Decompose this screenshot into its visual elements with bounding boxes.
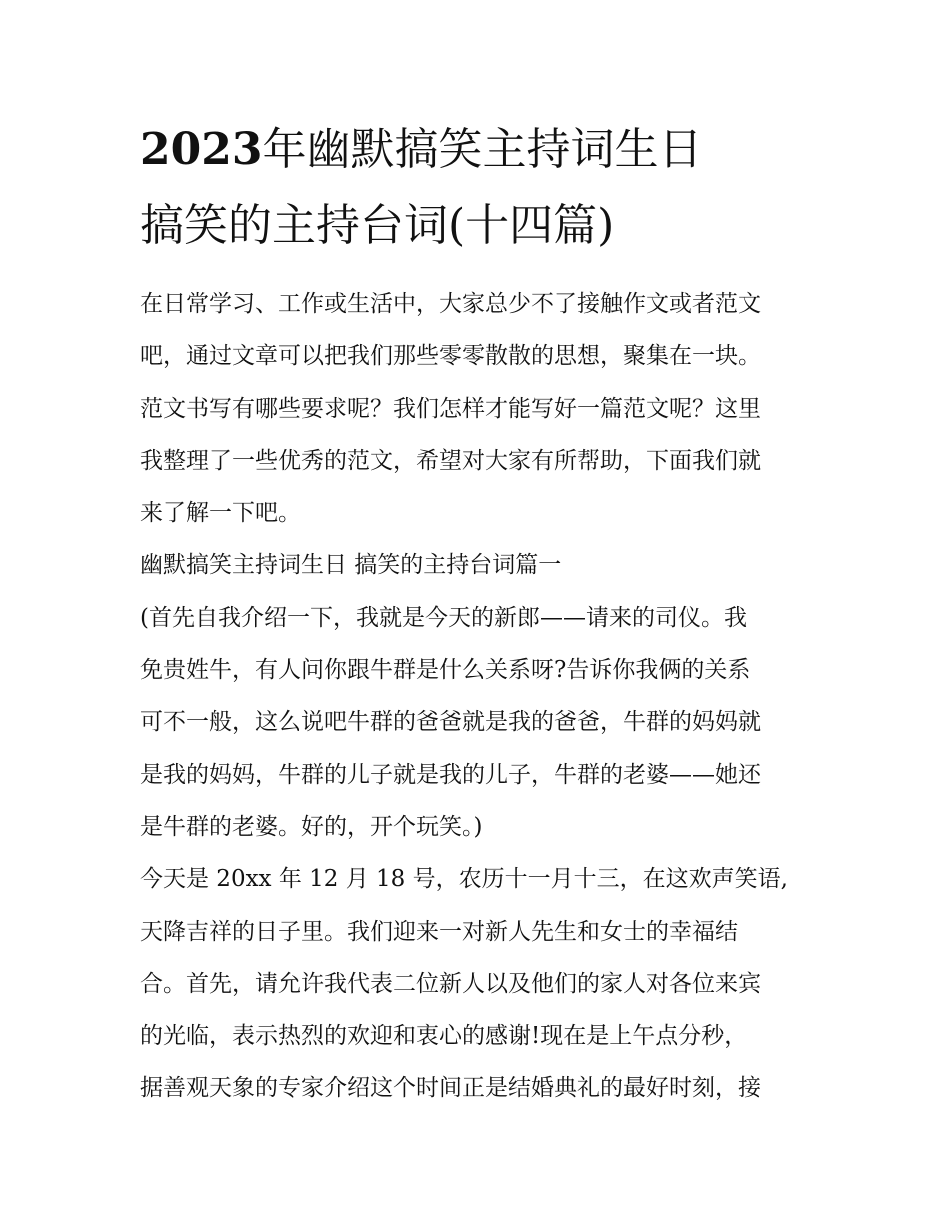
text-line: 来了解一下吧。: [140, 500, 301, 527]
section-heading: 幽默搞笑主持词生日 搞笑的主持台词篇一: [140, 552, 562, 579]
text-line: 是牛群的老婆。好的，开个玩笑。): [140, 813, 483, 840]
text-line: 合。首先，请允许我代表二位新人以及他们的家人对各位来宾: [140, 970, 761, 997]
text-line: 免贵姓牛，有人问你跟牛群是什么关系呀?告诉你我俩的关系: [140, 657, 751, 684]
text-line: 是我的妈妈，牛群的儿子就是我的儿子，牛群的老婆——她还: [140, 761, 761, 788]
text-line: 范文书写有哪些要求呢？我们怎样才能写好一篇范文呢？这里: [140, 395, 761, 422]
text-line: 吧，通过文章可以把我们那些零零散散的思想，聚集在一块。: [140, 343, 761, 370]
title-line-1-text: 年幽默搞笑主持词生日: [262, 124, 703, 175]
document-title: [140, 112, 820, 264]
text-line: (首先自我介绍一下，我就是今天的新郎——请来的司仪。我: [140, 604, 747, 631]
text-line: 我整理了一些优秀的范文，希望对大家有所帮助，下面我们就: [140, 447, 761, 474]
title-line-2: 搞笑的主持台词(十四篇): [140, 200, 615, 251]
text-line: 的光临，表示热烈的欢迎和衷心的感谢!现在是上午点分秒，: [140, 1023, 748, 1050]
text-line: 据善观天象的专家介绍这个时间正是结婚典礼的最好时刻，接: [140, 1075, 761, 1102]
document-body: [140, 278, 820, 1115]
title-year: 2023: [140, 124, 263, 175]
text-line: 可不一般，这么说吧牛群的爸爸就是我的爸爸，牛群的妈妈就: [140, 709, 761, 736]
text-line: 天降吉祥的日子里。我们迎来一对新人先生和女士的幸福结: [140, 918, 738, 945]
title-line-1: [140, 112, 820, 188]
text-line: 在日常学习、工作或生活中，大家总少不了接触作文或者范文: [140, 291, 761, 317]
text-line: 今天是 20xx 年 12 月 18 号，农历十一月十三，在这欢声笑语,: [140, 866, 788, 893]
